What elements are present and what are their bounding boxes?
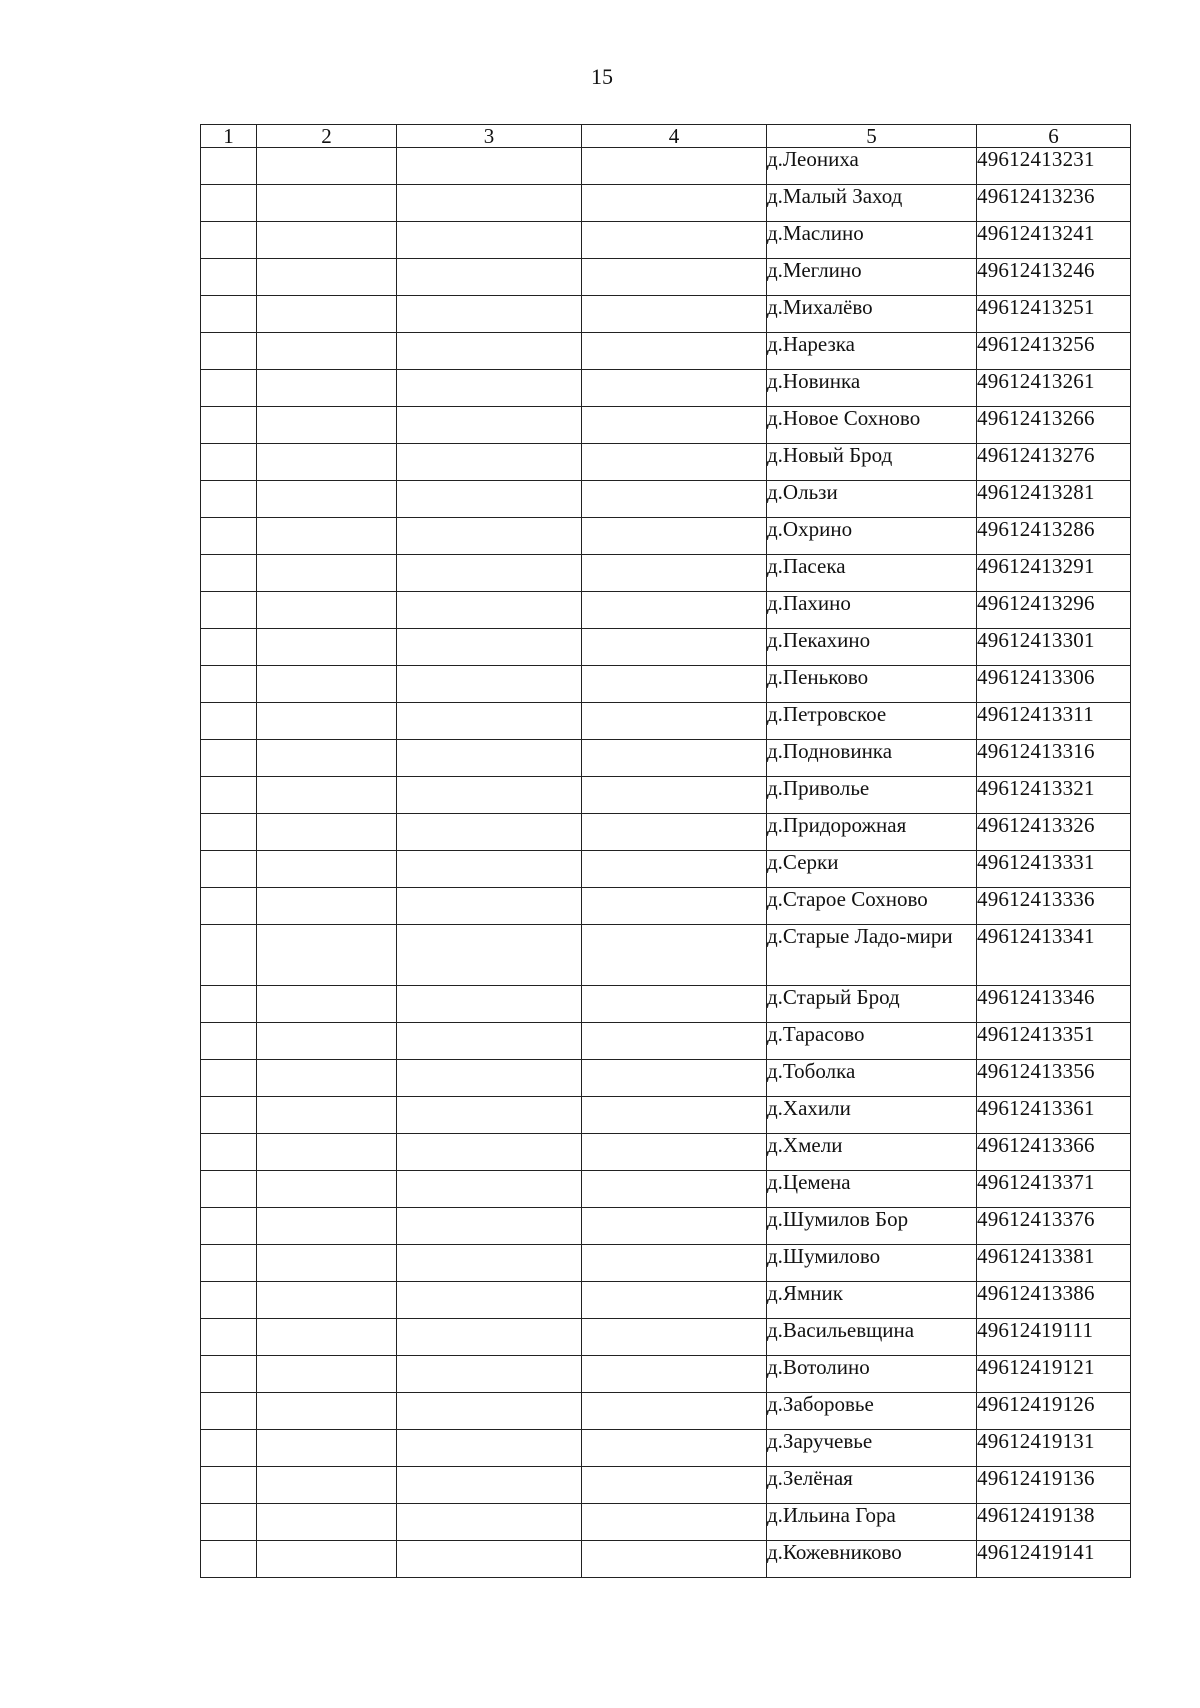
settlement-name-cell: д.Вотолино bbox=[767, 1356, 977, 1393]
empty-cell bbox=[257, 629, 397, 666]
page-number: 15 bbox=[591, 64, 613, 89]
table-row bbox=[201, 925, 1131, 986]
oktmo-code-cell: 49612413336 bbox=[977, 888, 1131, 925]
empty-cell bbox=[201, 1430, 257, 1467]
settlement-name-cell: д.Пасека bbox=[767, 555, 977, 592]
empty-cell bbox=[201, 555, 257, 592]
oktmo-code-cell: 49612419141 bbox=[977, 1541, 1131, 1578]
table-row bbox=[201, 1356, 1131, 1393]
empty-cell bbox=[397, 851, 582, 888]
table-row bbox=[201, 407, 1131, 444]
empty-cell bbox=[257, 407, 397, 444]
empty-cell bbox=[582, 1171, 767, 1208]
oktmo-code-cell: 49612413281 bbox=[977, 481, 1131, 518]
empty-cell bbox=[201, 370, 257, 407]
empty-cell bbox=[397, 1208, 582, 1245]
empty-cell bbox=[582, 703, 767, 740]
settlement-name-cell: д.Ямник bbox=[767, 1282, 977, 1319]
oktmo-code-cell: 49612419138 bbox=[977, 1504, 1131, 1541]
settlement-name-cell: д.Приволье bbox=[767, 777, 977, 814]
empty-cell bbox=[582, 370, 767, 407]
empty-cell bbox=[397, 148, 582, 185]
settlement-name-cell: д.Новое Сохново bbox=[767, 407, 977, 444]
empty-cell bbox=[582, 1134, 767, 1171]
empty-cell bbox=[582, 407, 767, 444]
empty-cell bbox=[397, 666, 582, 703]
table-row bbox=[201, 222, 1131, 259]
empty-cell bbox=[397, 1245, 582, 1282]
table-row bbox=[201, 1023, 1131, 1060]
empty-cell bbox=[201, 148, 257, 185]
settlement-name-cell: д.Шумилов Бор bbox=[767, 1208, 977, 1245]
empty-cell bbox=[582, 777, 767, 814]
empty-cell bbox=[257, 925, 397, 986]
settlement-name-cell: д.Подновинка bbox=[767, 740, 977, 777]
table-row bbox=[201, 666, 1131, 703]
oktmo-code-cell: 49612413306 bbox=[977, 666, 1131, 703]
settlement-name-cell: д.Ользи bbox=[767, 481, 977, 518]
empty-cell bbox=[201, 777, 257, 814]
table-row bbox=[201, 1393, 1131, 1430]
empty-cell bbox=[201, 1097, 257, 1134]
oktmo-code-cell: 49612413371 bbox=[977, 1171, 1131, 1208]
oktmo-code-cell: 49612419121 bbox=[977, 1356, 1131, 1393]
settlement-name-cell: д.Хахили bbox=[767, 1097, 977, 1134]
empty-cell bbox=[397, 1023, 582, 1060]
settlement-name-cell: д.Придорожная bbox=[767, 814, 977, 851]
empty-cell bbox=[582, 1319, 767, 1356]
empty-cell bbox=[257, 481, 397, 518]
empty-cell bbox=[582, 518, 767, 555]
table-row bbox=[201, 148, 1131, 185]
empty-cell bbox=[201, 703, 257, 740]
table-row bbox=[201, 888, 1131, 925]
oktmo-code-cell: 49612413341 bbox=[977, 925, 1131, 986]
empty-cell bbox=[257, 444, 397, 481]
table-row bbox=[201, 1097, 1131, 1134]
empty-cell bbox=[582, 1541, 767, 1578]
table-row bbox=[201, 1134, 1131, 1171]
settlement-name-cell: д.Малый Заход bbox=[767, 185, 977, 222]
oktmo-code-cell: 49612413376 bbox=[977, 1208, 1131, 1245]
empty-cell bbox=[257, 370, 397, 407]
empty-cell bbox=[201, 925, 257, 986]
empty-cell bbox=[397, 592, 582, 629]
empty-cell bbox=[582, 481, 767, 518]
settlement-name-cell: д.Нарезка bbox=[767, 333, 977, 370]
empty-cell bbox=[201, 1393, 257, 1430]
empty-cell bbox=[582, 185, 767, 222]
empty-cell bbox=[201, 296, 257, 333]
table-row bbox=[201, 740, 1131, 777]
empty-cell bbox=[257, 333, 397, 370]
column-header-5: 5 bbox=[767, 125, 977, 148]
empty-cell bbox=[257, 888, 397, 925]
empty-cell bbox=[582, 666, 767, 703]
settlement-name-cell: д.Леониха bbox=[767, 148, 977, 185]
settlement-name-cell: д.Старые Ладо-мири bbox=[767, 925, 977, 986]
empty-cell bbox=[582, 259, 767, 296]
table-row bbox=[201, 592, 1131, 629]
empty-cell bbox=[397, 370, 582, 407]
oktmo-code-cell: 49612419126 bbox=[977, 1393, 1131, 1430]
settlements-table bbox=[200, 124, 1131, 1578]
empty-cell bbox=[257, 740, 397, 777]
empty-cell bbox=[582, 986, 767, 1023]
empty-cell bbox=[397, 1097, 582, 1134]
empty-cell bbox=[582, 1208, 767, 1245]
settlement-name-cell: д.Маслино bbox=[767, 222, 977, 259]
table-row bbox=[201, 333, 1131, 370]
empty-cell bbox=[397, 1356, 582, 1393]
empty-cell bbox=[397, 888, 582, 925]
oktmo-code-cell: 49612413231 bbox=[977, 148, 1131, 185]
column-header-1: 1 bbox=[201, 125, 257, 148]
oktmo-code-cell: 49612413351 bbox=[977, 1023, 1131, 1060]
empty-cell bbox=[257, 1282, 397, 1319]
empty-cell bbox=[582, 814, 767, 851]
empty-cell bbox=[582, 1393, 767, 1430]
empty-cell bbox=[257, 1171, 397, 1208]
empty-cell bbox=[201, 814, 257, 851]
empty-cell bbox=[397, 481, 582, 518]
empty-cell bbox=[582, 1504, 767, 1541]
empty-cell bbox=[582, 333, 767, 370]
empty-cell bbox=[201, 1134, 257, 1171]
settlement-name-cell: д.Новый Брод bbox=[767, 444, 977, 481]
empty-cell bbox=[582, 629, 767, 666]
empty-cell bbox=[582, 296, 767, 333]
oktmo-code-cell: 49612413296 bbox=[977, 592, 1131, 629]
settlement-name-cell: д.Серки bbox=[767, 851, 977, 888]
empty-cell bbox=[397, 296, 582, 333]
settlement-name-cell: д.Васильевщина bbox=[767, 1319, 977, 1356]
empty-cell bbox=[582, 444, 767, 481]
empty-cell bbox=[397, 814, 582, 851]
table-row bbox=[201, 1504, 1131, 1541]
table-row bbox=[201, 296, 1131, 333]
oktmo-code-cell: 49612413386 bbox=[977, 1282, 1131, 1319]
empty-cell bbox=[397, 703, 582, 740]
oktmo-code-cell: 49612413361 bbox=[977, 1097, 1131, 1134]
settlement-name-cell: д.Пеньково bbox=[767, 666, 977, 703]
empty-cell bbox=[257, 1467, 397, 1504]
settlement-name-cell: д.Старый Брод bbox=[767, 986, 977, 1023]
table-row bbox=[201, 555, 1131, 592]
empty-cell bbox=[397, 518, 582, 555]
empty-cell bbox=[257, 777, 397, 814]
empty-cell bbox=[582, 1282, 767, 1319]
empty-cell bbox=[257, 1319, 397, 1356]
oktmo-code-cell: 49612413301 bbox=[977, 629, 1131, 666]
empty-cell bbox=[397, 407, 582, 444]
empty-cell bbox=[257, 296, 397, 333]
empty-cell bbox=[257, 518, 397, 555]
empty-cell bbox=[582, 555, 767, 592]
empty-cell bbox=[257, 1393, 397, 1430]
oktmo-code-cell: 49612413381 bbox=[977, 1245, 1131, 1282]
empty-cell bbox=[257, 1504, 397, 1541]
settlement-name-cell: д.Пекахино bbox=[767, 629, 977, 666]
empty-cell bbox=[257, 1430, 397, 1467]
empty-cell bbox=[397, 925, 582, 986]
column-header-3: 3 bbox=[397, 125, 582, 148]
table-row bbox=[201, 629, 1131, 666]
oktmo-code-cell: 49612413316 bbox=[977, 740, 1131, 777]
empty-cell bbox=[257, 1023, 397, 1060]
oktmo-code-cell: 49612413266 bbox=[977, 407, 1131, 444]
empty-cell bbox=[582, 851, 767, 888]
oktmo-code-cell: 49612413366 bbox=[977, 1134, 1131, 1171]
empty-cell bbox=[582, 1060, 767, 1097]
empty-cell bbox=[201, 1208, 257, 1245]
oktmo-code-cell: 49612413256 bbox=[977, 333, 1131, 370]
settlement-name-cell: д.Пахино bbox=[767, 592, 977, 629]
oktmo-code-cell: 49612413251 bbox=[977, 296, 1131, 333]
empty-cell bbox=[201, 1504, 257, 1541]
empty-cell bbox=[257, 814, 397, 851]
empty-cell bbox=[397, 740, 582, 777]
table-row bbox=[201, 703, 1131, 740]
settlement-name-cell: д.Заборовье bbox=[767, 1393, 977, 1430]
empty-cell bbox=[257, 592, 397, 629]
table-row bbox=[201, 370, 1131, 407]
empty-cell bbox=[257, 1356, 397, 1393]
oktmo-code-cell: 49612419111 bbox=[977, 1319, 1131, 1356]
empty-cell bbox=[257, 259, 397, 296]
empty-cell bbox=[201, 481, 257, 518]
column-header-2: 2 bbox=[257, 125, 397, 148]
settlement-name-cell: д.Старое Сохново bbox=[767, 888, 977, 925]
oktmo-code-cell: 49612419131 bbox=[977, 1430, 1131, 1467]
table-row bbox=[201, 1208, 1131, 1245]
oktmo-code-cell: 49612413241 bbox=[977, 222, 1131, 259]
empty-cell bbox=[397, 259, 582, 296]
empty-cell bbox=[582, 148, 767, 185]
oktmo-code-cell: 49612413246 bbox=[977, 259, 1131, 296]
settlement-name-cell: д.Михалёво bbox=[767, 296, 977, 333]
empty-cell bbox=[582, 1430, 767, 1467]
empty-cell bbox=[582, 1097, 767, 1134]
empty-cell bbox=[201, 592, 257, 629]
empty-cell bbox=[582, 925, 767, 986]
empty-cell bbox=[582, 1023, 767, 1060]
empty-cell bbox=[257, 1060, 397, 1097]
settlement-name-cell: д.Цемена bbox=[767, 1171, 977, 1208]
empty-cell bbox=[257, 1541, 397, 1578]
empty-cell bbox=[582, 1467, 767, 1504]
empty-cell bbox=[201, 666, 257, 703]
table-row bbox=[201, 1467, 1131, 1504]
table-row bbox=[201, 1319, 1131, 1356]
table-row bbox=[201, 777, 1131, 814]
column-header-4: 4 bbox=[582, 125, 767, 148]
empty-cell bbox=[397, 444, 582, 481]
table-row bbox=[201, 1282, 1131, 1319]
table-row bbox=[201, 185, 1131, 222]
empty-cell bbox=[201, 851, 257, 888]
empty-cell bbox=[257, 986, 397, 1023]
empty-cell bbox=[201, 1060, 257, 1097]
settlement-name-cell: д.Меглино bbox=[767, 259, 977, 296]
empty-cell bbox=[201, 740, 257, 777]
empty-cell bbox=[201, 1541, 257, 1578]
oktmo-code-cell: 49612413311 bbox=[977, 703, 1131, 740]
table-row bbox=[201, 444, 1131, 481]
empty-cell bbox=[201, 629, 257, 666]
empty-cell bbox=[257, 703, 397, 740]
table-body bbox=[201, 148, 1131, 1578]
oktmo-code-cell: 49612413286 bbox=[977, 518, 1131, 555]
empty-cell bbox=[257, 148, 397, 185]
empty-cell bbox=[257, 1097, 397, 1134]
empty-cell bbox=[582, 1356, 767, 1393]
empty-cell bbox=[201, 407, 257, 444]
empty-cell bbox=[397, 333, 582, 370]
settlement-name-cell: д.Новинка bbox=[767, 370, 977, 407]
empty-cell bbox=[201, 1171, 257, 1208]
empty-cell bbox=[257, 185, 397, 222]
empty-cell bbox=[582, 740, 767, 777]
empty-cell bbox=[257, 555, 397, 592]
settlement-name-cell: д.Хмели bbox=[767, 1134, 977, 1171]
header-row bbox=[201, 125, 1131, 148]
table-row bbox=[201, 1245, 1131, 1282]
settlement-name-cell: д.Тарасово bbox=[767, 1023, 977, 1060]
empty-cell bbox=[397, 1467, 582, 1504]
oktmo-code-cell: 49612413261 bbox=[977, 370, 1131, 407]
empty-cell bbox=[397, 555, 582, 592]
empty-cell bbox=[582, 592, 767, 629]
empty-cell bbox=[582, 888, 767, 925]
empty-cell bbox=[257, 222, 397, 259]
oktmo-code-cell: 49612413326 bbox=[977, 814, 1131, 851]
empty-cell bbox=[397, 986, 582, 1023]
empty-cell bbox=[201, 1356, 257, 1393]
table-row bbox=[201, 814, 1131, 851]
empty-cell bbox=[397, 1060, 582, 1097]
empty-cell bbox=[397, 1504, 582, 1541]
empty-cell bbox=[201, 333, 257, 370]
empty-cell bbox=[201, 259, 257, 296]
empty-cell bbox=[201, 185, 257, 222]
empty-cell bbox=[397, 1282, 582, 1319]
empty-cell bbox=[201, 986, 257, 1023]
empty-cell bbox=[582, 222, 767, 259]
settlement-name-cell: д.Тоболка bbox=[767, 1060, 977, 1097]
empty-cell bbox=[582, 1245, 767, 1282]
empty-cell bbox=[201, 1282, 257, 1319]
settlement-name-cell: д.Заручевье bbox=[767, 1430, 977, 1467]
oktmo-code-cell: 49612413291 bbox=[977, 555, 1131, 592]
table-row bbox=[201, 1430, 1131, 1467]
empty-cell bbox=[201, 222, 257, 259]
empty-cell bbox=[397, 1393, 582, 1430]
oktmo-code-cell: 49612419136 bbox=[977, 1467, 1131, 1504]
empty-cell bbox=[201, 1245, 257, 1282]
oktmo-code-cell: 49612413331 bbox=[977, 851, 1131, 888]
empty-cell bbox=[201, 1023, 257, 1060]
oktmo-code-cell: 49612413236 bbox=[977, 185, 1131, 222]
oktmo-code-cell: 49612413356 bbox=[977, 1060, 1131, 1097]
empty-cell bbox=[257, 666, 397, 703]
empty-cell bbox=[201, 444, 257, 481]
empty-cell bbox=[257, 1245, 397, 1282]
table-row bbox=[201, 1171, 1131, 1208]
settlement-name-cell: д.Зелёная bbox=[767, 1467, 977, 1504]
table-row bbox=[201, 518, 1131, 555]
empty-cell bbox=[397, 1134, 582, 1171]
table-row bbox=[201, 259, 1131, 296]
column-header-6: 6 bbox=[977, 125, 1131, 148]
oktmo-code-cell: 49612413346 bbox=[977, 986, 1131, 1023]
empty-cell bbox=[397, 1319, 582, 1356]
empty-cell bbox=[397, 1430, 582, 1467]
empty-cell bbox=[201, 1319, 257, 1356]
table-row bbox=[201, 1060, 1131, 1097]
oktmo-code-cell: 49612413276 bbox=[977, 444, 1131, 481]
empty-cell bbox=[257, 1208, 397, 1245]
empty-cell bbox=[201, 888, 257, 925]
empty-cell bbox=[257, 851, 397, 888]
empty-cell bbox=[397, 777, 582, 814]
table-row bbox=[201, 986, 1131, 1023]
empty-cell bbox=[201, 518, 257, 555]
table-row bbox=[201, 851, 1131, 888]
empty-cell bbox=[397, 629, 582, 666]
settlement-name-cell: д.Шумилово bbox=[767, 1245, 977, 1282]
settlement-name-cell: д.Ильина Гора bbox=[767, 1504, 977, 1541]
empty-cell bbox=[257, 1134, 397, 1171]
empty-cell bbox=[397, 222, 582, 259]
empty-cell bbox=[397, 1171, 582, 1208]
table-row bbox=[201, 1541, 1131, 1578]
settlement-name-cell: д.Кожевниково bbox=[767, 1541, 977, 1578]
empty-cell bbox=[397, 1541, 582, 1578]
empty-cell bbox=[397, 185, 582, 222]
empty-cell bbox=[201, 1467, 257, 1504]
table-row bbox=[201, 481, 1131, 518]
settlement-name-cell: д.Петровское bbox=[767, 703, 977, 740]
oktmo-code-cell: 49612413321 bbox=[977, 777, 1131, 814]
settlement-name-cell: д.Охрино bbox=[767, 518, 977, 555]
